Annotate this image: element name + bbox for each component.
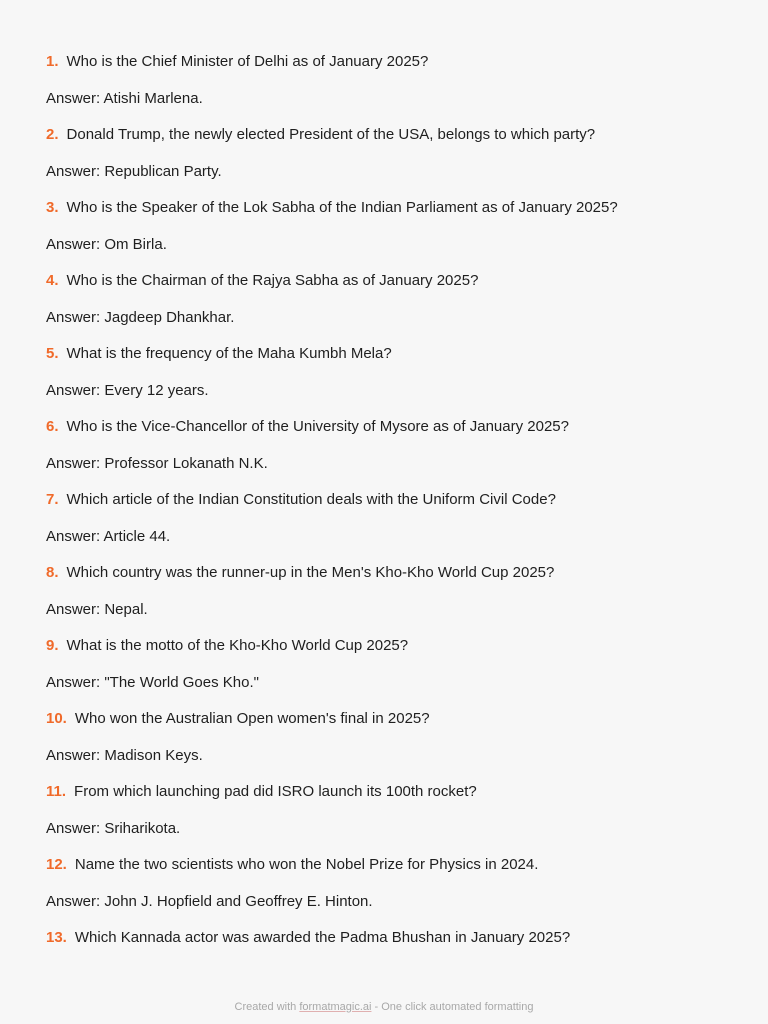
question-number: 6.: [46, 418, 59, 435]
qa-item-9: [46, 636, 736, 693]
question-number: 1.: [46, 53, 59, 70]
qa-item-7: [46, 490, 736, 547]
answer-text: Answer: Article 44.: [46, 527, 171, 545]
answer-text: Answer: Atishi Marlena.: [46, 89, 203, 107]
question-number: 9.: [46, 637, 59, 654]
question: [46, 636, 736, 656]
answer-text: Answer: Every 12 years.: [46, 381, 209, 399]
answer-text: Answer: John J. Hopfield and Geoffrey E. Hinton.: [46, 892, 373, 910]
qa-item-6: [46, 417, 736, 474]
qa-item-10: [46, 709, 736, 766]
question-text: Who won the Australian Open women's final in 2025?: [74, 710, 430, 727]
question: [46, 782, 736, 802]
question: [46, 344, 736, 364]
question-number: 12.: [46, 856, 67, 873]
question: [46, 709, 736, 729]
qa-item-1: [46, 52, 736, 109]
question-number: 13.: [46, 929, 67, 946]
question-text: Name the two scientists who won the Nobel Prize for Physics in 2024.: [74, 856, 539, 873]
question: [46, 271, 736, 291]
question-text: Who is the Chairman of the Rajya Sabha as of January 2025?: [66, 272, 479, 289]
qa-item-2: [46, 125, 736, 182]
footer-suffix: - One click automated formatting: [371, 1001, 534, 1013]
question-number: 7.: [46, 491, 59, 508]
qa-item-13: [46, 928, 736, 948]
answer-text: Answer: Jagdeep Dhankhar.: [46, 308, 235, 326]
question-number: 5.: [46, 345, 59, 362]
answer-text: Answer: Professor Lokanath N.K.: [46, 454, 268, 472]
question-text: Who is the Chief Minister of Delhi as of January 2025?: [66, 53, 429, 70]
question-text: Which country was the runner-up in the Men's Kho-Kho World Cup 2025?: [66, 564, 555, 581]
qa-list: [46, 52, 736, 965]
footer-prefix: Created with: [234, 1001, 300, 1013]
question-text: What is the motto of the Kho-Kho World Cup 2025?: [66, 637, 409, 654]
qa-item-12: [46, 855, 736, 912]
footer: [0, 1001, 768, 1013]
question: [46, 417, 736, 437]
question-text: Who is the Speaker of the Lok Sabha of the Indian Parliament as of January 2025?: [66, 199, 618, 216]
question-text: Which Kannada actor was awarded the Padma Bhushan in January 2025?: [74, 929, 571, 946]
question: [46, 855, 736, 875]
answer-text: Answer: "The World Goes Kho.": [46, 673, 259, 691]
qa-item-11: [46, 782, 736, 839]
question-number: 11.: [46, 783, 67, 800]
question: [46, 928, 736, 948]
footer-brand-link[interactable]: formatmagic.ai: [299, 1001, 372, 1013]
qa-item-8: [46, 563, 736, 620]
answer-text: Answer: Sriharikota.: [46, 819, 181, 837]
question: [46, 125, 736, 145]
question-text: Donald Trump, the newly elected President of the USA, belongs to which party?: [66, 126, 596, 143]
question-number: 4.: [46, 272, 59, 289]
qa-item-5: [46, 344, 736, 401]
question-text: What is the frequency of the Maha Kumbh Mela?: [66, 345, 392, 362]
qa-item-4: [46, 271, 736, 328]
question-number: 8.: [46, 564, 59, 581]
question-text: From which launching pad did ISRO launch its 100th rocket?: [74, 783, 477, 800]
answer-text: Answer: Om Birla.: [46, 235, 167, 253]
answer-text: Answer: Madison Keys.: [46, 746, 203, 764]
question-text: Which article of the Indian Constitution deals with the Uniform Civil Code?: [66, 491, 556, 508]
answer-text: Answer: Nepal.: [46, 600, 148, 618]
question: [46, 198, 736, 218]
qa-item-3: [46, 198, 736, 255]
question: [46, 563, 736, 583]
answer-text: Answer: Republican Party.: [46, 162, 222, 180]
question: [46, 52, 736, 72]
question-number: 2.: [46, 126, 59, 143]
question-text: Who is the Vice-Chancellor of the University of Mysore as of January 2025?: [66, 418, 569, 435]
question-number: 3.: [46, 199, 59, 216]
question-number: 10.: [46, 710, 67, 727]
question: [46, 490, 736, 510]
